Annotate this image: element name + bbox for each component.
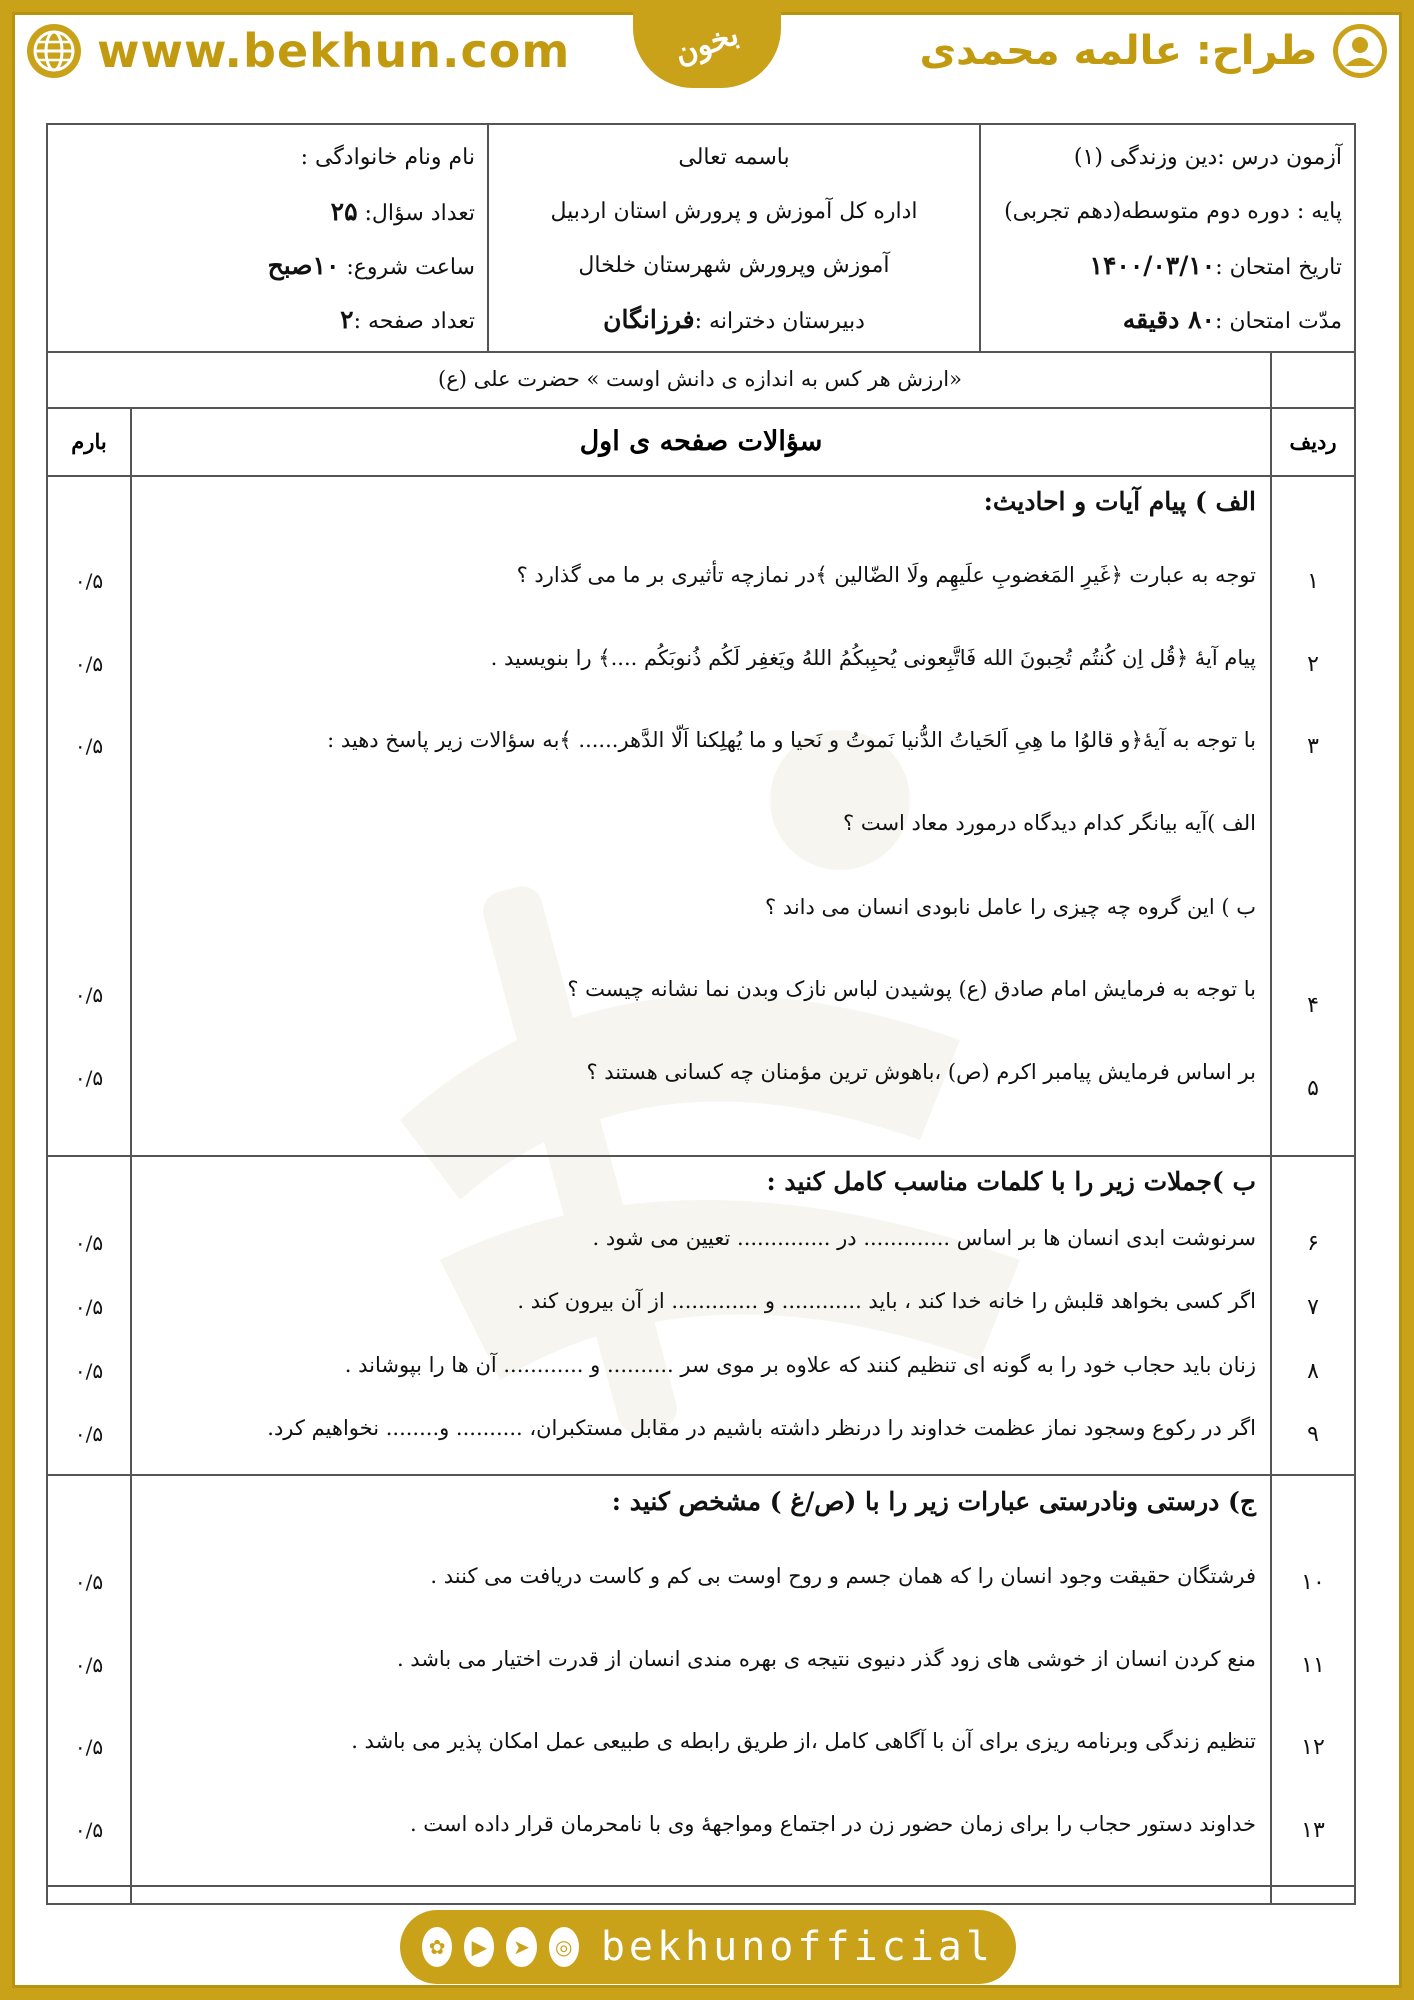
header-school-info — [487, 125, 979, 351]
hadith-quote: «ارزش هر کس به اندازه ی دانش اوست » حضرت علی (ع) — [438, 367, 962, 391]
row-divider — [48, 475, 1354, 477]
page-count-label: تعداد صفحه : — [353, 309, 475, 334]
question-text: زنان باید حجاب خود را به گونه ای تنظیم کنند که علاوه بر موی سر .......... و ............ آن ها را بپوشاند . — [344, 1353, 1256, 1377]
social-handle[interactable]: bekhunofficial — [600, 1924, 994, 1970]
question-number: ۱۳ — [1301, 1818, 1325, 1843]
question-score: ۰/۵ — [74, 569, 104, 593]
city-office: آموزش وپرورش شهرستان خلخال — [578, 253, 890, 278]
start-time-label: ساعت شروع: — [346, 255, 475, 280]
grade-level: پایه : دوره دوم متوسطه(دهم تجربی) — [1004, 199, 1342, 224]
question-text: اگر در رکوع وسجود نماز عظمت خداوند را درنظر داشته باشیم در مقابل مستکبران، .......... و........ نخواهیم کرد. — [267, 1416, 1256, 1440]
question-number: ۹ — [1307, 1422, 1319, 1447]
question-text: خداوند دستور حجاب را برای زمان حضور زن در اجتماع ومواجههٔ وی با نامحرمان قرار داده است . — [409, 1812, 1256, 1836]
sub-question-text: الف )آیه بیانگر کدام دیدگاه درمورد معاد است ؟ — [843, 811, 1256, 835]
question-text: تنظیم زندگی وبرنامه ریزی برای آن با آگاهی کامل ،از طریق رابطه ی طبیعی عمل امکان پذیر می باشد . — [351, 1729, 1256, 1753]
page-count-value: ۲ — [340, 305, 354, 334]
exam-duration-label: مدّت امتحان : — [1214, 309, 1342, 334]
row-divider — [48, 1474, 1354, 1476]
question-text: سرنوشت ابدی انسان ها بر اساس ............. در .............. تعیین می شود . — [592, 1226, 1256, 1250]
question-score: ۰/۵ — [74, 1653, 104, 1677]
question-number: ۳ — [1307, 734, 1319, 759]
school-label: دبیرستان دخترانه : — [694, 309, 865, 334]
header-course-info — [979, 125, 1354, 351]
column-header-radif: ردیف — [1289, 429, 1337, 454]
school-value: فرزانگان — [603, 305, 695, 334]
question-number: ۸ — [1307, 1359, 1319, 1384]
row-divider — [48, 1155, 1354, 1157]
question-text: با توجه به فرمایش امام صادق (ع) پوشیدن لباس نازک وبدن نما نشانه چیست ؟ — [567, 977, 1256, 1001]
question-count — [58, 189, 475, 243]
exam-sheet — [46, 123, 1356, 1905]
question-score: ۰/۵ — [74, 1231, 104, 1255]
exam-duration — [991, 297, 1342, 351]
question-score: ۰/۵ — [74, 1066, 104, 1090]
globe-icon — [25, 22, 83, 80]
section-a-title: الف ) پیام آیات و احادیث: — [983, 487, 1256, 516]
sub-question-text: ب ) این گروه چه چیزی را عامل نابودی انسان می داند ؟ — [764, 895, 1256, 919]
social-bar — [400, 1910, 1016, 1984]
start-time-value: ۱۰صبح — [267, 251, 340, 280]
barem-divider — [130, 409, 132, 1905]
exam-header — [48, 125, 1354, 353]
aparat-icon[interactable]: ✿ — [422, 1927, 452, 1967]
page-count — [58, 297, 475, 351]
course-name: آزمون درس :دین وزندگی (۱) — [1073, 145, 1342, 170]
student-name-field: نام ونام خانوادگی : — [300, 145, 475, 170]
brand-logo-text: بخون — [670, 16, 744, 72]
question-score: ۰/۵ — [74, 1735, 104, 1759]
telegram-icon[interactable]: ➤ — [506, 1927, 536, 1967]
question-score: ۰/۵ — [74, 1818, 104, 1842]
exam-duration-value: ۸۰ دقیقه — [1122, 305, 1215, 334]
section-c-title: ج) درستی ونادرستی عبارات زیر را با (ص/غ ) مشخص کنید : — [611, 1487, 1256, 1516]
question-text: منع کردن انسان از خوشی های زود گذر دنیوی نتیجه ی بهره مندی انسان از قدرت اختیار می باشد . — [396, 1647, 1256, 1671]
question-text: پیام آیهٔ ﴿قُل اِن کُنتُم تُحِبونَ الله فَاتَّبِعونی یُحبِبکُمُ اللهُ ویَغفِر لَکُم ذُنوبَکُم ....﴾ را بنویسید . — [490, 646, 1256, 670]
question-score: ۰/۵ — [74, 1422, 104, 1446]
question-number: ۱۲ — [1301, 1735, 1325, 1760]
column-header-barem: بارم — [71, 429, 107, 454]
question-count-label: تعداد سؤال: — [364, 201, 475, 226]
question-number: ۷ — [1307, 1295, 1319, 1320]
question-count-value: ۲۵ — [330, 197, 358, 226]
exam-date-label: تاریخ امتحان : — [1215, 255, 1342, 280]
question-score: ۰/۵ — [74, 734, 104, 758]
header-student-info — [48, 125, 487, 351]
exam-date — [991, 243, 1342, 297]
question-number: ۲ — [1307, 652, 1319, 677]
question-score: ۰/۵ — [74, 1570, 104, 1594]
website-text[interactable]: www.bekhun.com — [97, 24, 571, 78]
question-score: ۰/۵ — [74, 652, 104, 676]
designer-name: طراح: عالمه محمدی — [919, 28, 1317, 74]
top-banner — [0, 0, 1414, 92]
column-header-title: سؤالات صفحه ی اول — [579, 426, 823, 457]
instagram-icon[interactable]: ◎ — [549, 1927, 579, 1967]
designer-credit — [919, 16, 1389, 86]
question-number: ۵ — [1307, 1076, 1319, 1101]
question-number: ۱۰ — [1301, 1570, 1325, 1595]
question-text: اگر کسی بخواهد قلبش را خانه خدا کند ، باید ............ و ............. از آن بیرون کند . — [517, 1289, 1256, 1313]
question-number: ۶ — [1307, 1231, 1319, 1256]
question-text: فرشتگان حقیقت وجود انسان را که همان جسم و روح اوست بی کم و کاست دریافت می کنند . — [430, 1564, 1256, 1588]
question-number: ۱۱ — [1301, 1653, 1325, 1678]
website-link[interactable] — [25, 16, 570, 86]
question-text: توجه به عبارت ﴿غَیرِ المَغضوبِ علَیهِم ولَا الضّالین ﴾در نمازچه تأثیری بر ما می گذارد ؟ — [516, 563, 1256, 587]
question-text: با توجه به آیهٔ﴿و قالوُا ما هِیِ اَلحَیاتُ الدُّنیا نَموتُ و نَحیا و ما یُهلِکنا اَلّا الدَّهر...... ﴾به سؤالات زیر پاسخ دهید : — [327, 728, 1256, 752]
question-score: ۰/۵ — [74, 1295, 104, 1319]
question-score: ۰/۵ — [74, 983, 104, 1007]
user-icon — [1331, 22, 1389, 80]
exam-date-value: ۱۴۰۰/۰۳/۱۰ — [1089, 251, 1216, 280]
row-divider — [48, 1885, 1354, 1887]
question-text: بر اساس فرمایش پیامبر اکرم (ص) ،باهوش ترین مؤمنان چه کسانی هستند ؟ — [586, 1060, 1256, 1084]
section-b-title: ب )جملات زیر را با کلمات مناسب کامل کنید : — [766, 1167, 1256, 1196]
basmala: باسمه تعالی — [678, 145, 790, 170]
school-name — [499, 297, 969, 351]
brand-logo — [633, 0, 781, 88]
question-number: ۴ — [1307, 993, 1319, 1018]
youtube-icon[interactable]: ▶ — [464, 1927, 494, 1967]
question-number: ۱ — [1307, 569, 1319, 594]
start-time — [58, 243, 475, 297]
question-score: ۰/۵ — [74, 1359, 104, 1383]
education-office: اداره کل آموزش و پرورش استان اردبیل — [550, 199, 918, 224]
